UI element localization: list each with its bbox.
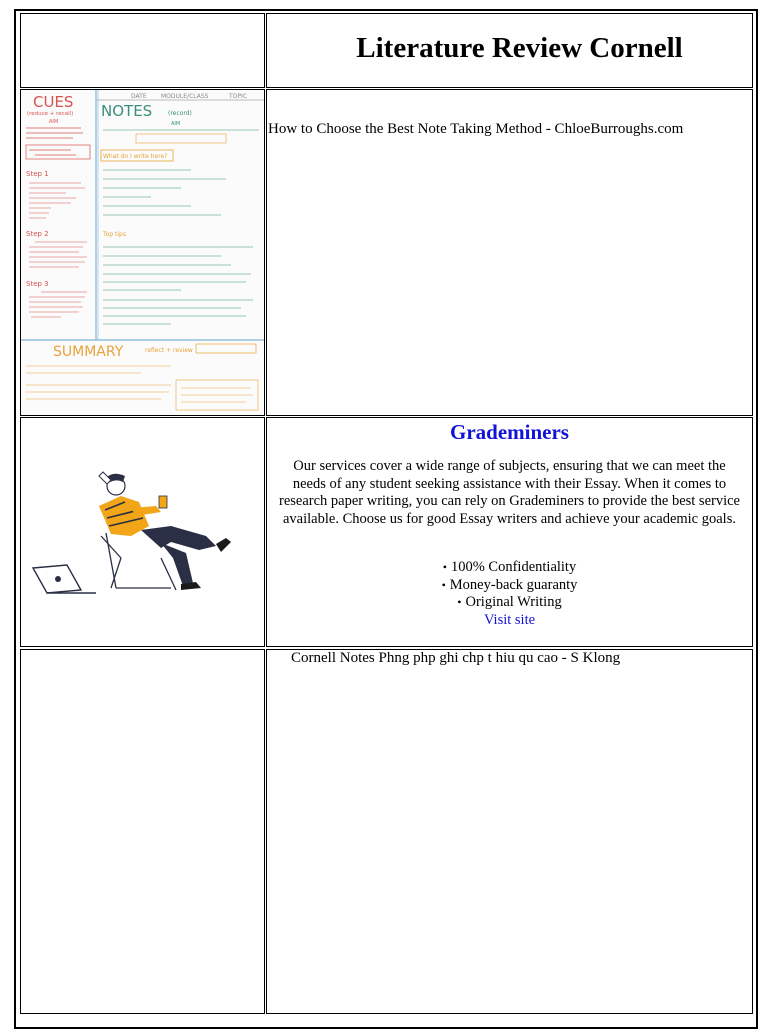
svg-text:TOPIC: TOPIC	[229, 93, 247, 100]
svg-text:Step 2: Step 2	[26, 230, 49, 238]
laptop-icon	[33, 565, 96, 593]
svg-text:SUMMARY: SUMMARY	[53, 344, 124, 360]
svg-text:DATE: DATE	[131, 93, 147, 100]
feature-money-back: • Money-back guaranty	[267, 577, 752, 595]
svg-text:NOTES: NOTES	[101, 102, 153, 120]
page-title: Literature Review Cornell	[356, 32, 683, 64]
cornell-notes-image	[21, 90, 264, 415]
ad-description: Our services cover a wide range of subjects, ensuring that we can meet the needs of any student seeking assistance with their Essay. When it comes to research paper writing, you can rely on Grademiners to provide the best service available. Choose us for good Essay writers and achieve your academic goals.	[278, 458, 740, 527]
title-cell	[266, 13, 753, 88]
empty-cell-r1	[20, 13, 265, 88]
svg-text:CUES: CUES	[33, 93, 74, 111]
svg-text:reflect + review: reflect + review	[145, 347, 193, 354]
cornell-notes-caption: Cornell Notes Phng php ghi chp t hiu qu cao - S Klong	[291, 650, 621, 666]
cornell-notes-caption-cell	[266, 649, 753, 1014]
svg-text:Top tips: Top tips	[103, 231, 126, 238]
svg-text:(reduce + recall): (reduce + recall)	[27, 111, 74, 117]
note-method-caption: How to Choose the Best Note Taking Method - ChloeBurroughs.com	[268, 121, 684, 137]
empty-cell-r4	[20, 649, 265, 1014]
svg-text:(record): (record)	[168, 110, 192, 117]
ad-title: Grademiners	[450, 420, 569, 444]
illustration-cell	[20, 417, 265, 647]
ad-feature-list	[267, 559, 752, 612]
visit-site-link[interactable]: Visit site	[483, 612, 536, 628]
notes-image-cell	[20, 89, 265, 416]
svg-text:MODULE/CLASS: MODULE/CLASS	[161, 93, 209, 100]
relaxed-student-illustration	[21, 418, 264, 646]
svg-text:Step 1: Step 1	[26, 170, 49, 178]
svg-text:Step 3: Step 3	[26, 280, 49, 288]
feature-confidentiality: • 100% Confidentiality	[267, 559, 752, 577]
ad-cell	[266, 417, 753, 647]
link-caption-cell	[266, 89, 753, 416]
svg-text:AIM: AIM	[49, 119, 59, 125]
svg-text:AIM: AIM	[171, 121, 181, 127]
feature-original-writing: • Original Writing	[267, 594, 752, 612]
svg-text:What do I write here?: What do I write here?	[103, 153, 168, 160]
